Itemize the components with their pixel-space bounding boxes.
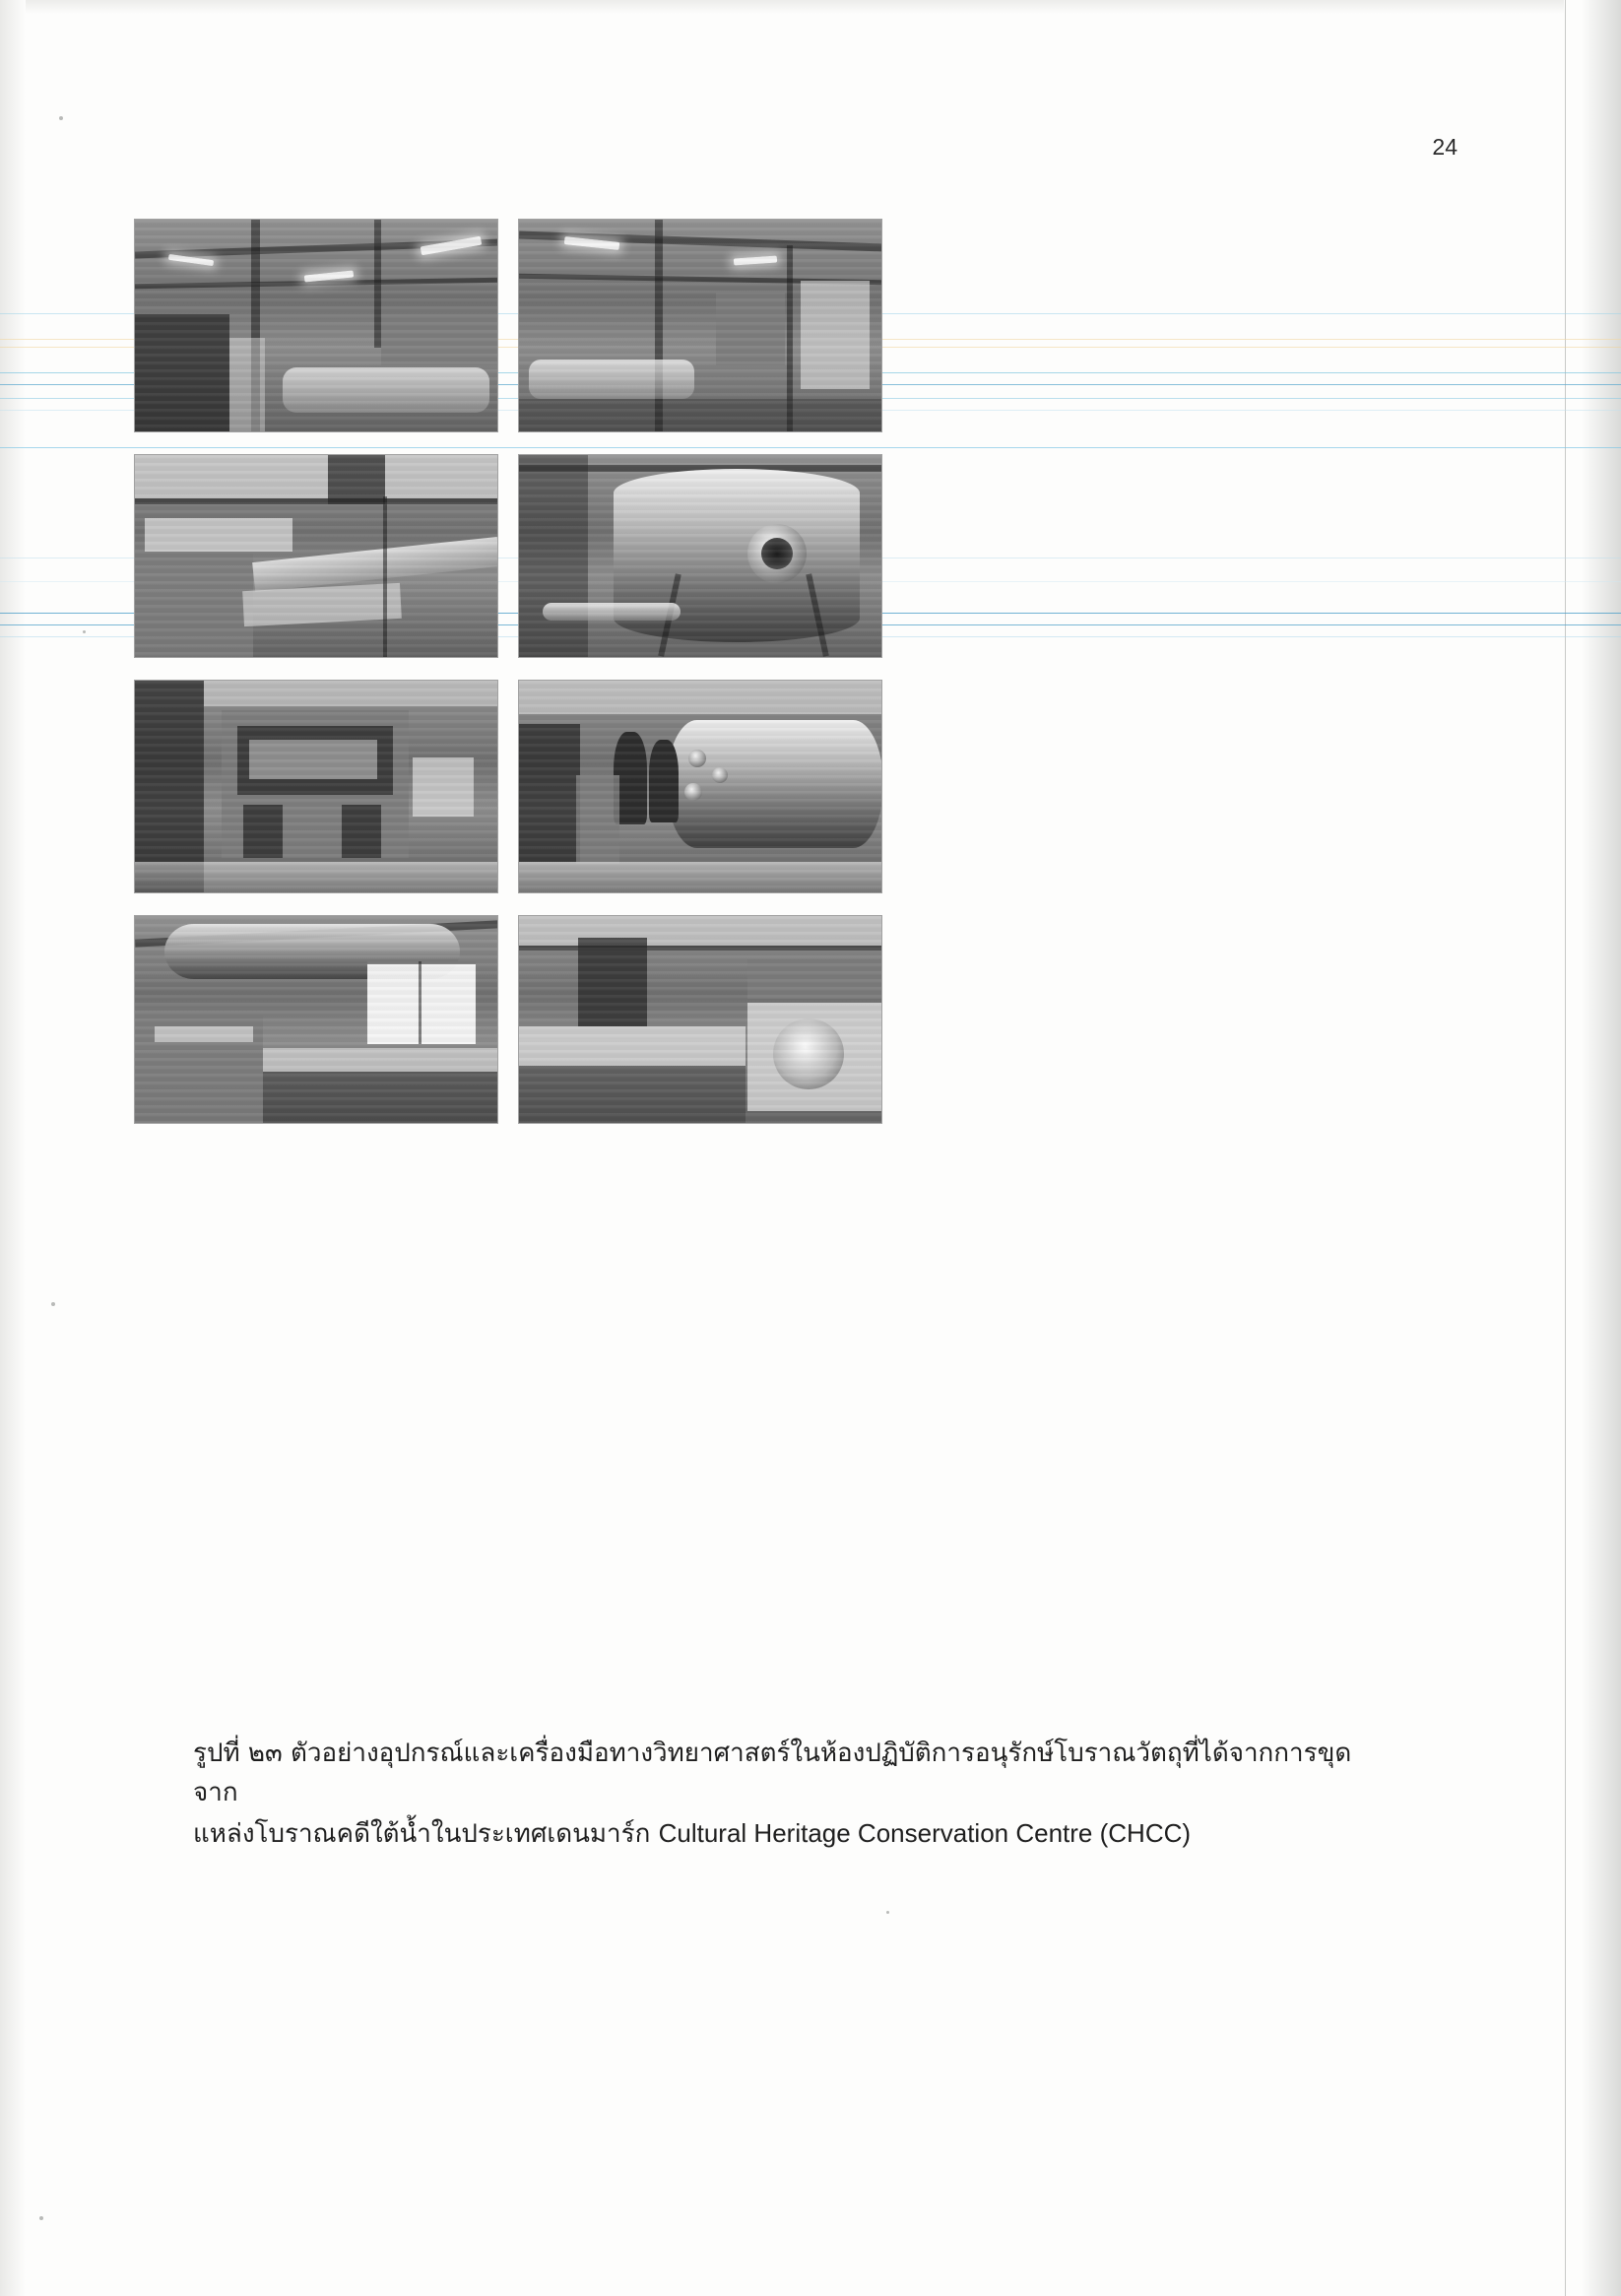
page-number: 24 bbox=[1432, 134, 1458, 160]
photo-row-4 bbox=[134, 915, 882, 1124]
caption-line-2-english: Cultural Heritage Conservation Centre (CHCC) bbox=[658, 1817, 1192, 1848]
scan-speck bbox=[51, 1302, 55, 1306]
page-top-shadow bbox=[0, 0, 1621, 14]
photo-4 bbox=[518, 454, 882, 658]
figure-photo-grid bbox=[134, 219, 882, 1146]
photo-8 bbox=[518, 915, 882, 1124]
figure-caption bbox=[193, 1734, 1355, 1854]
caption-line-2-thai: แหล่งโบราณคดีใต้น้ำในประเทศเดนมาร์ก bbox=[193, 1818, 659, 1849]
photo-row-1 bbox=[134, 219, 882, 432]
photo-7 bbox=[134, 915, 498, 1124]
page-right-shadow bbox=[1564, 0, 1621, 2296]
photo-3 bbox=[134, 454, 498, 658]
caption-line-1: รูปที่ ๒๓ ตัวอย่างอุปกรณ์และเครื่องมือทางวิทยาศาสตร์ในห้องปฏิบัติการอนุรักษ์โบราณวัตถุที่ได้จากการขุดจาก bbox=[193, 1738, 1352, 1808]
page-right-edge-line bbox=[1565, 0, 1566, 2296]
photo-6 bbox=[518, 680, 882, 893]
scan-speck bbox=[886, 1911, 889, 1914]
photo-row-3 bbox=[134, 680, 882, 893]
scan-speck bbox=[59, 116, 63, 120]
caption-line-2 bbox=[193, 1813, 1355, 1854]
photo-2 bbox=[518, 219, 882, 432]
page-left-shadow bbox=[0, 0, 26, 2296]
scan-speck bbox=[39, 2216, 43, 2220]
photo-5 bbox=[134, 680, 498, 893]
scan-speck bbox=[83, 630, 86, 633]
photo-row-2 bbox=[134, 454, 882, 658]
photo-1 bbox=[134, 219, 498, 432]
